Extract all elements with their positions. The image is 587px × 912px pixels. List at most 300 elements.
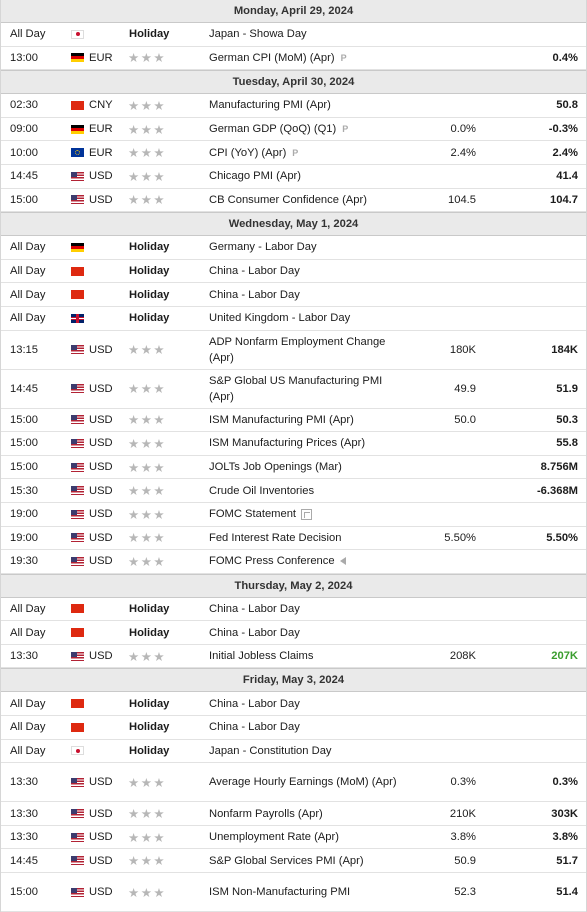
previous-value: 41.4 — [556, 170, 578, 183]
event-title[interactable]: Nonfarm Payrolls (Apr) — [209, 807, 323, 820]
event-time: 13:30 — [10, 807, 38, 820]
event-title[interactable]: China - Labor Day — [209, 602, 300, 615]
importance-stars — [128, 550, 178, 573]
event-title[interactable]: Crude Oil Inventories — [209, 484, 315, 497]
event-title[interactable]: ISM Manufacturing PMI (Apr) — [209, 413, 354, 426]
currency-code: EUR — [89, 146, 113, 159]
country-flag — [71, 307, 84, 330]
day-header: Thursday, May 2, 2024 — [1, 574, 586, 598]
star-icon: ★★★ — [128, 507, 167, 522]
holiday-label: Holiday — [129, 602, 170, 615]
us-flag-icon — [71, 778, 84, 787]
star-icon: ★★★ — [128, 146, 167, 161]
event-name[interactable] — [209, 283, 409, 306]
event-name[interactable] — [209, 826, 409, 849]
country-flag — [71, 621, 84, 644]
previous-value: 8.756M — [540, 461, 578, 474]
country-flag — [71, 873, 84, 911]
country-flag — [71, 141, 84, 164]
event-row[interactable] — [1, 456, 586, 480]
holiday-row[interactable] — [1, 23, 586, 47]
us-flag-icon — [71, 510, 84, 519]
event-name[interactable] — [209, 23, 409, 46]
country-flag — [71, 236, 84, 259]
event-time: All Day — [10, 744, 46, 757]
event-name[interactable] — [209, 598, 409, 621]
importance-stars — [128, 456, 178, 479]
star-icon: ★★★ — [128, 436, 167, 451]
star-icon: ★★★ — [128, 169, 167, 184]
event-row[interactable] — [1, 47, 586, 71]
country-flag — [71, 189, 84, 212]
event-title[interactable]: Chicago PMI (Apr) — [209, 170, 302, 183]
star-icon: ★★★ — [128, 460, 167, 475]
currency-code: USD — [89, 776, 113, 789]
country-flag — [71, 409, 84, 432]
forecast-value: 210K — [449, 807, 476, 820]
star-icon: ★★★ — [128, 775, 167, 790]
event-time: 15:00 — [10, 886, 38, 899]
event-name[interactable] — [209, 307, 409, 330]
currency-code: USD — [89, 382, 113, 395]
event-name[interactable] — [209, 432, 409, 455]
country-flag — [71, 826, 84, 849]
forecast-value: 50.9 — [454, 854, 476, 867]
event-title[interactable]: United Kingdom - Labor Day — [209, 312, 351, 325]
country-flag — [71, 716, 84, 739]
holiday-row[interactable] — [1, 740, 586, 764]
event-title[interactable]: German CPI (MoM) (Apr) — [209, 51, 335, 64]
currency-code: USD — [89, 343, 113, 356]
event-row[interactable] — [1, 141, 586, 165]
country-flag — [71, 118, 84, 141]
star-icon: ★★★ — [128, 531, 167, 546]
event-time: 13:30 — [10, 650, 38, 663]
event-row[interactable] — [1, 409, 586, 433]
currency-code: CNY — [89, 99, 113, 112]
importance-stars — [128, 802, 178, 825]
event-name[interactable] — [209, 47, 409, 70]
event-name[interactable] — [209, 189, 409, 212]
event-name[interactable] — [209, 802, 409, 825]
event-name[interactable] — [209, 503, 409, 526]
cn-flag-icon — [71, 723, 84, 732]
importance-stars — [128, 763, 178, 801]
star-icon: ★★★ — [128, 98, 167, 113]
us-flag-icon — [71, 486, 84, 495]
holiday-label: Holiday — [129, 626, 170, 639]
us-flag-icon — [71, 172, 84, 181]
event-title[interactable]: Average Hourly Earnings (MoM) (Apr) — [209, 776, 397, 789]
event-name[interactable] — [209, 331, 409, 369]
cn-flag-icon — [71, 267, 84, 276]
importance-stars — [128, 118, 178, 141]
holiday-row[interactable] — [1, 283, 586, 307]
de-flag-icon — [71, 53, 84, 62]
us-flag-icon — [71, 809, 84, 818]
event-title[interactable]: JOLTs Job Openings (Mar) — [209, 461, 342, 474]
event-time: 09:00 — [10, 123, 38, 136]
event-name[interactable] — [209, 740, 409, 763]
event-title[interactable]: ISM Manufacturing Prices (Apr) — [209, 437, 366, 450]
event-row[interactable] — [1, 802, 586, 826]
holiday-label: Holiday — [129, 721, 170, 734]
forecast-value: 0.0% — [450, 123, 476, 136]
currency-code: USD — [89, 413, 113, 426]
previous-value: 5.50% — [546, 531, 578, 544]
event-name[interactable] — [209, 479, 409, 502]
gb-flag-icon — [71, 314, 84, 323]
importance-stars — [128, 141, 178, 164]
country-flag — [71, 370, 84, 408]
event-row[interactable] — [1, 550, 586, 574]
jp-flag-icon — [71, 30, 84, 39]
forecast-value: 2.4% — [450, 146, 476, 159]
event-name[interactable] — [209, 550, 409, 573]
event-time: 13:15 — [10, 343, 38, 356]
holiday-label: Holiday — [129, 28, 170, 41]
forecast-value: 49.9 — [454, 382, 476, 395]
us-flag-icon — [71, 384, 84, 393]
importance-stars — [128, 165, 178, 188]
event-time: 15:00 — [10, 413, 38, 426]
eu-flag-icon — [71, 148, 84, 157]
us-flag-icon — [71, 856, 84, 865]
preliminary-badge: P — [342, 124, 349, 135]
previous-value: 51.9 — [556, 382, 578, 395]
country-flag — [71, 23, 84, 46]
country-flag — [71, 479, 84, 502]
star-icon: ★★★ — [128, 413, 167, 428]
forecast-value: 104.5 — [448, 193, 476, 206]
star-icon: ★★★ — [128, 193, 167, 208]
speaker-icon[interactable] — [340, 557, 346, 565]
event-name[interactable] — [209, 621, 409, 644]
importance-stars — [128, 503, 178, 526]
country-flag — [71, 503, 84, 526]
day-header: Friday, May 3, 2024 — [1, 668, 586, 692]
event-name[interactable] — [209, 94, 409, 117]
importance-stars — [128, 47, 178, 70]
event-time: 13:30 — [10, 776, 38, 789]
cn-flag-icon — [71, 101, 84, 110]
previous-value: 104.7 — [550, 193, 578, 206]
event-name[interactable] — [209, 692, 409, 715]
event-row[interactable] — [1, 826, 586, 850]
holiday-label: Holiday — [129, 312, 170, 325]
event-name[interactable] — [209, 716, 409, 739]
event-name[interactable] — [209, 236, 409, 259]
event-time: All Day — [10, 312, 46, 325]
event-row[interactable] — [1, 645, 586, 669]
currency-code: USD — [89, 437, 113, 450]
event-name[interactable] — [209, 763, 409, 801]
importance-stars — [128, 94, 178, 117]
previous-value: 0.3% — [552, 776, 578, 789]
currency-code: USD — [89, 170, 113, 183]
country-flag — [71, 432, 84, 455]
event-time: All Day — [10, 602, 46, 615]
cn-flag-icon — [71, 628, 84, 637]
event-title[interactable]: ADP Nonfarm Employment Change (Apr) — [209, 335, 386, 364]
event-title[interactable]: Initial Jobless Claims — [209, 650, 314, 663]
previous-value: 2.4% — [552, 146, 578, 159]
event-row[interactable] — [1, 165, 586, 189]
importance-stars — [128, 370, 178, 408]
event-time: All Day — [10, 697, 46, 710]
country-flag — [71, 763, 84, 801]
importance-stars — [128, 849, 178, 872]
event-title[interactable]: German GDP (QoQ) (Q1) — [209, 123, 337, 136]
event-name[interactable] — [209, 141, 409, 164]
country-flag — [71, 740, 84, 763]
previous-value: -6.368M — [536, 484, 578, 497]
cn-flag-icon — [71, 604, 84, 613]
event-title[interactable]: Japan - Constitution Day — [209, 744, 332, 757]
event-title[interactable]: China - Labor Day — [209, 721, 300, 734]
event-time: 15:00 — [10, 461, 38, 474]
event-time: 15:00 — [10, 437, 38, 450]
event-name[interactable] — [209, 645, 409, 668]
star-icon: ★★★ — [128, 122, 167, 137]
event-time: 19:00 — [10, 508, 38, 521]
currency-code: USD — [89, 807, 113, 820]
statement-icon[interactable] — [301, 509, 312, 520]
event-time: 14:45 — [10, 170, 38, 183]
us-flag-icon — [71, 888, 84, 897]
us-flag-icon — [71, 533, 84, 542]
day-header: Monday, April 29, 2024 — [1, 0, 586, 23]
currency-code: USD — [89, 531, 113, 544]
event-name[interactable] — [209, 260, 409, 283]
country-flag — [71, 645, 84, 668]
star-icon: ★★★ — [128, 554, 167, 569]
event-title[interactable]: China - Labor Day — [209, 626, 300, 639]
forecast-value: 5.50% — [444, 531, 476, 544]
us-flag-icon — [71, 415, 84, 424]
country-flag — [71, 456, 84, 479]
forecast-value: 208K — [449, 650, 476, 663]
event-title[interactable]: FOMC Press Conference — [209, 555, 335, 568]
holiday-row[interactable] — [1, 260, 586, 284]
currency-code: USD — [89, 650, 113, 663]
event-row[interactable] — [1, 849, 586, 873]
event-title[interactable]: S&P Global Services PMI (Apr) — [209, 854, 364, 867]
event-row[interactable] — [1, 763, 586, 802]
event-title[interactable]: China - Labor Day — [209, 697, 300, 710]
country-flag — [71, 550, 84, 573]
de-flag-icon — [71, 125, 84, 134]
previous-value: 184K — [551, 343, 578, 356]
event-time: 13:00 — [10, 51, 38, 64]
country-flag — [71, 527, 84, 550]
previous-value: -0.3% — [548, 123, 578, 136]
currency-code: USD — [89, 831, 113, 844]
de-flag-icon — [71, 243, 84, 252]
event-title[interactable]: Manufacturing PMI (Apr) — [209, 99, 331, 112]
event-row[interactable] — [1, 432, 586, 456]
us-flag-icon — [71, 557, 84, 566]
country-flag — [71, 47, 84, 70]
previous-value: 51.7 — [556, 854, 578, 867]
importance-stars — [128, 331, 178, 369]
previous-value: 50.3 — [556, 413, 578, 426]
star-icon: ★★★ — [128, 885, 167, 900]
holiday-row[interactable] — [1, 307, 586, 331]
event-title[interactable]: Germany - Labor Day — [209, 241, 317, 254]
forecast-value: 3.8% — [450, 831, 476, 844]
event-title[interactable]: S&P Global US Manufacturing PMI (Apr) — [209, 374, 383, 403]
cn-flag-icon — [71, 699, 84, 708]
importance-stars — [128, 432, 178, 455]
importance-stars — [128, 409, 178, 432]
event-title[interactable]: Japan - Showa Day — [209, 28, 307, 41]
importance-stars — [128, 479, 178, 502]
event-time: All Day — [10, 721, 46, 734]
us-flag-icon — [71, 345, 84, 354]
currency-code: USD — [89, 854, 113, 867]
event-row[interactable] — [1, 331, 586, 370]
star-icon: ★★★ — [128, 382, 167, 397]
currency-code: USD — [89, 461, 113, 474]
event-row[interactable] — [1, 873, 586, 912]
star-icon: ★★★ — [128, 854, 167, 869]
event-name[interactable] — [209, 409, 409, 432]
star-icon: ★★★ — [128, 649, 167, 664]
event-row[interactable] — [1, 527, 586, 551]
country-flag — [71, 165, 84, 188]
country-flag — [71, 849, 84, 872]
event-title[interactable]: China - Labor Day — [209, 288, 300, 301]
event-time: All Day — [10, 288, 46, 301]
us-flag-icon — [71, 652, 84, 661]
preliminary-badge: P — [340, 52, 347, 63]
event-title[interactable]: China - Labor Day — [209, 265, 300, 278]
currency-code: EUR — [89, 123, 113, 136]
us-flag-icon — [71, 463, 84, 472]
event-time: 10:00 — [10, 146, 38, 159]
star-icon: ★★★ — [128, 807, 167, 822]
us-flag-icon — [71, 195, 84, 204]
importance-stars — [128, 873, 178, 911]
preliminary-badge: P — [292, 147, 299, 158]
previous-value: 207K — [551, 650, 578, 663]
previous-value: 303K — [551, 807, 578, 820]
event-name[interactable] — [209, 456, 409, 479]
previous-value: 3.8% — [552, 831, 578, 844]
event-time: All Day — [10, 241, 46, 254]
jp-flag-icon — [71, 746, 84, 755]
event-time: All Day — [10, 626, 46, 639]
us-flag-icon — [71, 833, 84, 842]
event-time: 02:30 — [10, 99, 38, 112]
event-name[interactable] — [209, 165, 409, 188]
holiday-label: Holiday — [129, 744, 170, 757]
event-time: 14:45 — [10, 854, 38, 867]
event-time: 19:30 — [10, 555, 38, 568]
previous-value: 55.8 — [556, 437, 578, 450]
holiday-row[interactable] — [1, 598, 586, 622]
cn-flag-icon — [71, 290, 84, 299]
importance-stars — [128, 826, 178, 849]
holiday-row[interactable] — [1, 621, 586, 645]
holiday-label: Holiday — [129, 697, 170, 710]
event-title[interactable]: FOMC Statement — [209, 508, 297, 521]
currency-code: USD — [89, 484, 113, 497]
holiday-row[interactable] — [1, 692, 586, 716]
day-header: Wednesday, May 1, 2024 — [1, 212, 586, 236]
event-row[interactable] — [1, 118, 586, 142]
event-row[interactable] — [1, 503, 586, 527]
event-name[interactable] — [209, 370, 409, 408]
currency-code: USD — [89, 193, 113, 206]
holiday-label: Holiday — [129, 241, 170, 254]
event-name[interactable] — [209, 118, 409, 141]
event-time: 19:00 — [10, 531, 38, 544]
currency-code: EUR — [89, 51, 113, 64]
country-flag — [71, 692, 84, 715]
star-icon: ★★★ — [128, 51, 167, 66]
previous-value: 0.4% — [552, 51, 578, 64]
holiday-row[interactable] — [1, 236, 586, 260]
currency-code: USD — [89, 508, 113, 521]
forecast-value: 52.3 — [454, 886, 476, 899]
previous-value: 51.4 — [556, 886, 578, 899]
holiday-label: Holiday — [129, 265, 170, 278]
event-name[interactable] — [209, 849, 409, 872]
currency-code: USD — [89, 886, 113, 899]
country-flag — [71, 331, 84, 369]
event-row[interactable] — [1, 94, 586, 118]
previous-value: 50.8 — [556, 99, 578, 112]
holiday-label: Holiday — [129, 288, 170, 301]
importance-stars — [128, 527, 178, 550]
event-time: All Day — [10, 265, 46, 278]
event-title[interactable]: Fed Interest Rate Decision — [209, 531, 342, 544]
country-flag — [71, 802, 84, 825]
forecast-value: 50.0 — [454, 413, 476, 426]
event-title[interactable]: Unemployment Rate (Apr) — [209, 831, 339, 844]
star-icon: ★★★ — [128, 484, 167, 499]
event-time: 14:45 — [10, 382, 38, 395]
event-row[interactable] — [1, 370, 586, 409]
event-row[interactable] — [1, 479, 586, 503]
event-time: 15:00 — [10, 193, 38, 206]
star-icon: ★★★ — [128, 343, 167, 358]
event-time: All Day — [10, 28, 46, 41]
day-header: Tuesday, April 30, 2024 — [1, 70, 586, 94]
country-flag — [71, 260, 84, 283]
star-icon: ★★★ — [128, 830, 167, 845]
holiday-row[interactable] — [1, 716, 586, 740]
event-name[interactable] — [209, 527, 409, 550]
importance-stars — [128, 189, 178, 212]
event-title[interactable]: CB Consumer Confidence (Apr) — [209, 193, 367, 206]
event-time: 13:30 — [10, 831, 38, 844]
country-flag — [71, 283, 84, 306]
country-flag — [71, 598, 84, 621]
us-flag-icon — [71, 439, 84, 448]
event-row[interactable] — [1, 189, 586, 213]
importance-stars — [128, 645, 178, 668]
event-time: 15:30 — [10, 484, 38, 497]
event-name[interactable] — [209, 873, 409, 911]
forecast-value: 180K — [449, 343, 476, 356]
country-flag — [71, 94, 84, 117]
currency-code: USD — [89, 555, 113, 568]
event-title[interactable]: ISM Non-Manufacturing PMI — [209, 886, 351, 899]
event-title[interactable]: CPI (YoY) (Apr) — [209, 146, 287, 159]
